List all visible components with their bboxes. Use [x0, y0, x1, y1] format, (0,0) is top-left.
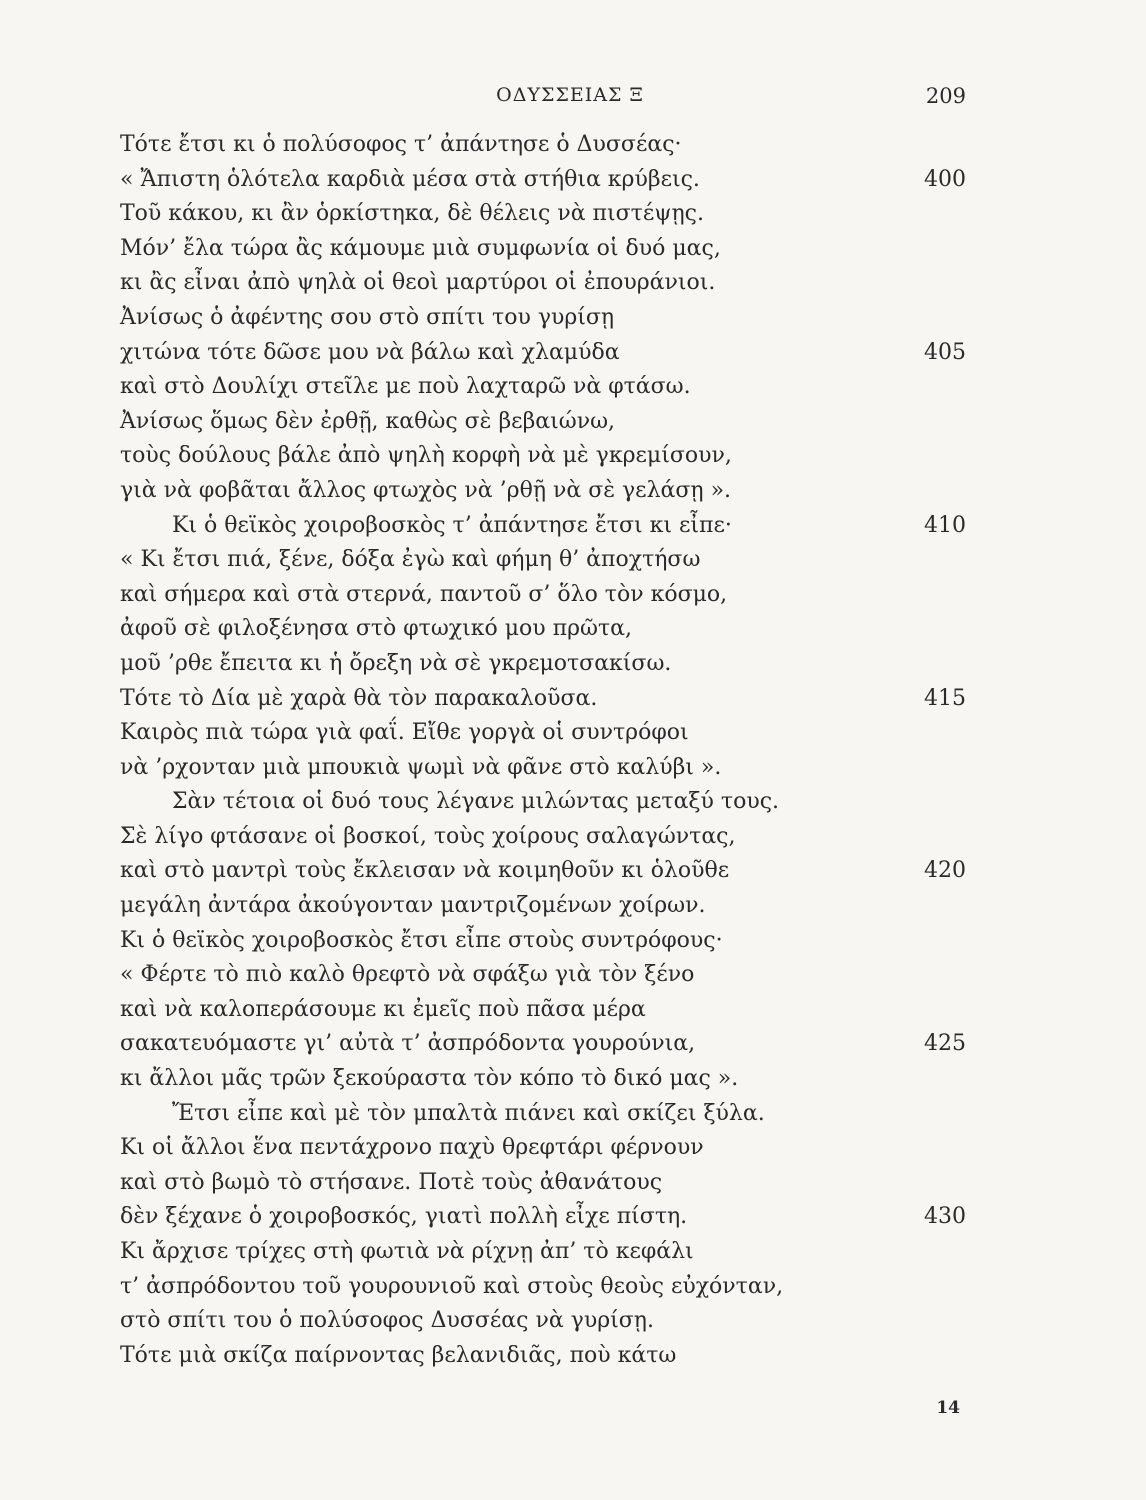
- verse-text: Τότε τὸ Δία μὲ χαρὰ θὰ τὸν παρακαλοῦσα.: [120, 685, 598, 711]
- verse-text: Ἀνίσως ὁ ἀφέντης σου στὸ σπίτι του γυρίσῃ: [120, 304, 615, 330]
- verse-text: καὶ στὸ μαντρὶ τοὺς ἔκλεισαν νὰ κοιμηθοῦν κι ὁλοῦθε: [120, 858, 730, 884]
- verse-text: Ἀνίσως ὅμως δὲν ἐρθῇ, καθὼς σὲ βεβαιώνω,: [120, 408, 616, 434]
- verse-line: [120, 751, 970, 786]
- verse-line: [120, 405, 970, 440]
- verse-text: καὶ σήμερα καὶ στὰ στερνά, παντοῦ σ’ ὅλο τὸν κόσμο,: [120, 581, 728, 607]
- line-number: 400: [924, 166, 966, 192]
- verse-text: καὶ στὸ Δουλίχι στεῖλε με ποὺ λαχταρῶ νὰ φτάσω.: [120, 374, 691, 400]
- verse-line: [120, 1131, 970, 1166]
- line-number: 410: [924, 512, 966, 538]
- verse-line: [120, 682, 970, 717]
- verse-text: τοὺς δούλους βάλε ἀπὸ ψηλὴ κορφὴ νὰ μὲ γκρεμίσουν,: [120, 443, 732, 469]
- verse-text: Κι ἄρχισε τρίχες στὴ φωτιὰ νὰ ρίχνῃ ἀπ’ τὸ κεφάλι: [120, 1239, 694, 1264]
- verse-line: [120, 993, 970, 1028]
- verse-line: [120, 301, 970, 336]
- verse-line: [120, 543, 970, 578]
- verse-line: [120, 474, 970, 509]
- verse-text: « Κι ἔτσι πιά, ξένε, δόξα ἐγὼ καὶ φήμη θ’ ἀποχτήσω: [120, 547, 701, 573]
- verse-text: σακατευόμαστε γι’ αὐτὰ τ’ ἀσπρόδοντα γουρούνια,: [120, 1031, 696, 1057]
- verse-line: [120, 716, 970, 751]
- verse-line: [120, 578, 970, 613]
- verse-line: [120, 1270, 970, 1305]
- verse-text: « Φέρτε τὸ πιὸ καλὸ θρεφτὸ νὰ σφάξω γιὰ τὸν ξένο: [120, 962, 695, 988]
- verse-text: τ’ ἀσπρόδοντου τοῦ γουρουνιοῦ καὶ στοὺς θεοὺς εὐχόνταν,: [120, 1273, 784, 1299]
- signature-mark: 14: [936, 1398, 960, 1418]
- verse-line: [120, 1235, 970, 1270]
- verse-line: [120, 612, 970, 647]
- verse-text: Σὲ λίγο φτάσανε οἱ βοσκοί, τοὺς χοίρους σαλαγώντας,: [120, 823, 736, 849]
- verse-line: [120, 924, 970, 959]
- verse-line: [120, 1200, 970, 1235]
- verse-line: [120, 1166, 970, 1201]
- verse-text: Τοῦ κάκου, κι ἂν ὁρκίστηκα, δὲ θέλεις νὰ πιστέψῃς.: [120, 201, 704, 227]
- verse-text: Μόν’ ἔλα τώρα ἂς κάμουμε μιὰ συμφωνία οἱ δυό μας,: [120, 235, 721, 261]
- verse-line: [120, 1027, 970, 1062]
- verse-text: Ἔτσι εἶπε καὶ μὲ τὸν μπαλτὰ πιάνει καὶ σκίζει ξύλα.: [172, 1100, 765, 1126]
- verse-line: [120, 163, 970, 198]
- line-number: 430: [924, 1204, 966, 1230]
- verse-text: χιτώνα τότε δῶσε μου νὰ βάλω καὶ χλαμύδα: [120, 339, 620, 365]
- verse-text: μεγάλη ἀντάρα ἀκούγονταν μαντριζομένων χοίρων.: [120, 893, 706, 919]
- verse-text: γιὰ νὰ φοβᾶται ἄλλος φτωχὸς νὰ ’ρθῇ νὰ σὲ γελάσῃ ».: [120, 477, 732, 503]
- verse-line: [120, 232, 970, 267]
- page-number: 209: [925, 84, 966, 108]
- verse-line: [120, 197, 970, 232]
- verse-text: Τότε ἔτσι κι ὁ πολύσοφος τ’ ἀπάντησε ὁ Δυσσέας·: [120, 132, 682, 157]
- verse-block: [120, 128, 970, 1373]
- verse-text: ἀφοῦ σὲ φιλοξένησα στὸ φτωχικό μου πρῶτα,: [120, 616, 632, 642]
- verse-text: Κι οἱ ἄλλοι ἕνα πεντάχρονο παχὺ θρεφτάρι φέρνουν: [120, 1135, 704, 1161]
- verse-text: στὸ σπίτι του ὁ πολύσοφος Δυσσέας νὰ γυρίσῃ.: [120, 1308, 654, 1334]
- verse-text: κι ἄλλοι μᾶς τρῶν ξεκούραστα τὸν κόπο τὸ δικό μας ».: [120, 1066, 739, 1092]
- verse-line: [120, 1304, 970, 1339]
- verse-line: [120, 509, 970, 544]
- verse-line: [120, 647, 970, 682]
- verse-line: [120, 439, 970, 474]
- verse-text: Σὰν τέτοια οἱ δυό τους λέγανε μιλώντας μεταξύ τους.: [172, 789, 780, 815]
- verse-text: δὲν ξέχανε ὁ χοιροβοσκός, γιατὶ πολλὴ εἶχε πίστη.: [120, 1204, 688, 1230]
- verse-line: [120, 958, 970, 993]
- verse-line: [120, 889, 970, 924]
- verse-text: καὶ νὰ καλοπεράσουμε κι ἐμεῖς ποὺ πᾶσα μέρα: [120, 996, 646, 1022]
- verse-line: [120, 266, 970, 301]
- line-number: 425: [924, 1031, 966, 1057]
- verse-line: [120, 1097, 970, 1132]
- verse-line: [120, 370, 970, 405]
- verse-text: κι ἂς εἶναι ἀπὸ ψηλὰ οἱ θεοὶ μαρτύροι οἱ ἐπουράνιοι.: [120, 270, 716, 296]
- verse-text: Κι ὁ θεϊκὸς χοιροβοσκὸς τ’ ἀπάντησε ἔτσι κι εἶπε·: [172, 512, 732, 538]
- running-title: ΟΔΥΣΣΕΙΑΣ Ξ: [496, 84, 644, 106]
- verse-text: μοῦ ’ρθε ἔπειτα κι ἡ ὄρεξη νὰ σὲ γκρεμοτσακίσω.: [120, 650, 672, 676]
- verse-text: καὶ στὸ βωμὸ τὸ στήσανε. Ποτὲ τοὺς ἀθανάτους: [120, 1169, 663, 1195]
- verse-text: Καιρὸς πιὰ τώρα γιὰ φαΐ. Εἴθε γοργὰ οἱ συντρόφοι: [120, 720, 689, 746]
- verse-text: Κι ὁ θεϊκὸς χοιροβοσκὸς ἔτσι εἶπε στοὺς συντρόφους·: [120, 927, 723, 953]
- verse-line: [120, 820, 970, 855]
- line-number: 415: [924, 685, 966, 711]
- verse-text: Τότε μιὰ σκίζα παίρνοντας βελανιδιᾶς, ποὺ κάτω: [120, 1342, 677, 1368]
- verse-line: [120, 128, 970, 163]
- verse-line: [120, 785, 970, 820]
- verse-line: [120, 1339, 970, 1374]
- verse-text: « Ἄπιστη ὁλότελα καρδιὰ μέσα στὰ στήθια κρύβεις.: [120, 166, 700, 192]
- verse-line: [120, 854, 970, 889]
- verse-line: [120, 336, 970, 371]
- verse-line: [120, 1062, 970, 1097]
- line-number: 420: [924, 858, 966, 884]
- line-number: 405: [924, 339, 966, 365]
- verse-text: νὰ ’ρχονταν μιὰ μπουκιὰ ψωμὶ νὰ φᾶνε στὸ καλύβι ».: [120, 754, 722, 780]
